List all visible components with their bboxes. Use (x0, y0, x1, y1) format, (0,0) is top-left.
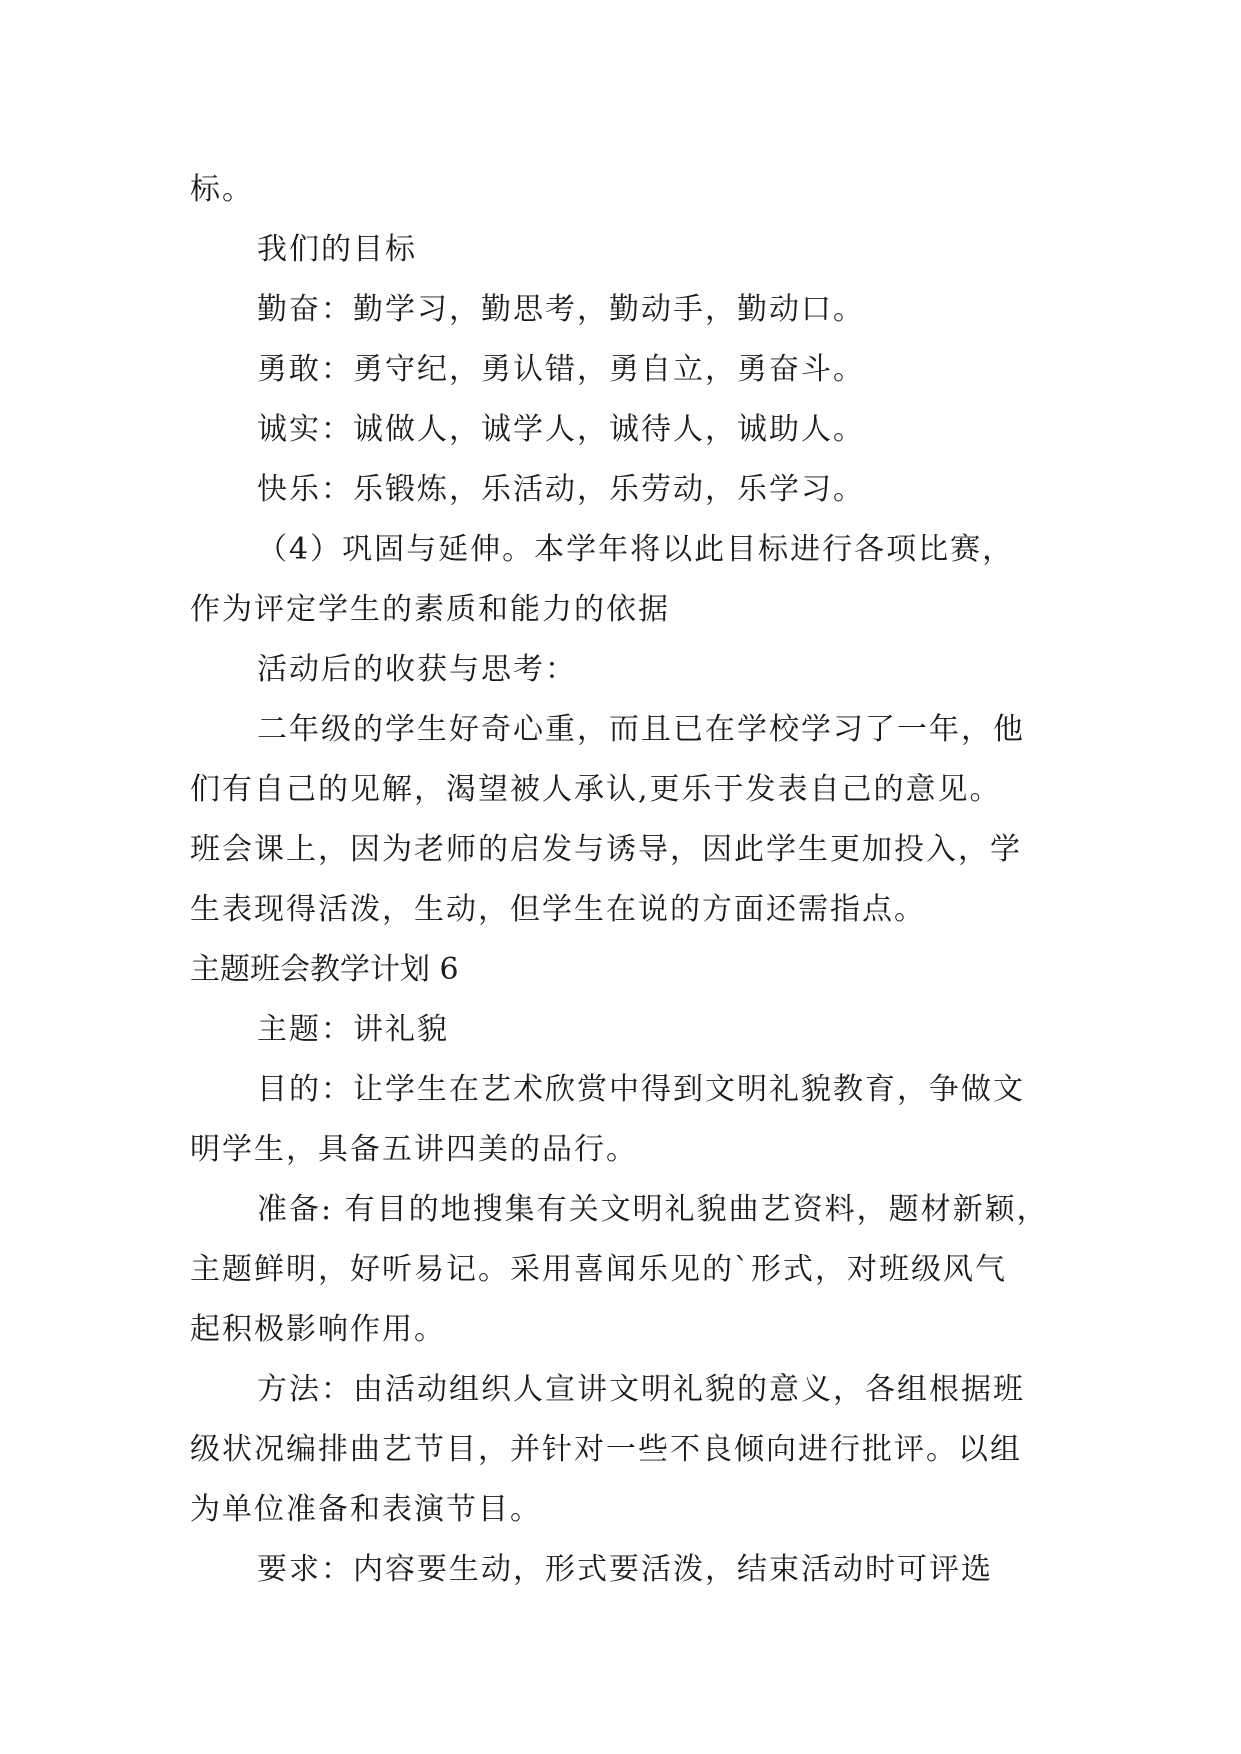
text-line: 为单位准备和表演节目。 (190, 1492, 542, 1527)
text-line: 二年级的学生好奇心重，而且已在学校学习了一年，他 (257, 712, 1025, 747)
text-line: 级状况编排曲艺节目，并针对一些不良倾向进行批评。以组 (190, 1432, 1022, 1467)
text-line: 勇敢：勇守纪，勇认错，勇自立，勇奋斗。 (257, 352, 865, 387)
text-line: 主题：讲礼貌 (257, 1012, 449, 1047)
text-line: 方法：由活动组织人宣讲文明礼貌的意义，各组根据班 (257, 1372, 1025, 1407)
text-line: 作为评定学生的素质和能力的依据 (190, 592, 670, 627)
section-heading: 主题班会教学计划 6 (190, 952, 459, 987)
text-line: 主题鲜明，好听易记。采用喜闻乐见的`形式，对班级风气 (190, 1252, 1007, 1287)
text-line: 标。 (190, 172, 254, 207)
text-line: 班会课上，因为老师的启发与诱导，因此学生更加投入，学 (190, 832, 1022, 867)
text-line: 们有自己的见解，渴望被人承认,更乐于发表自己的意见。 (190, 772, 1002, 807)
text-line: 生表现得活泼，生动，但学生在说的方面还需指点。 (190, 892, 926, 927)
text-line: 起积极影响作用。 (190, 1312, 446, 1347)
text-line: 明学生，具备五讲四美的品行。 (190, 1132, 638, 1167)
text-line: 活动后的收获与思考： (257, 652, 577, 687)
text-line: 勤奋：勤学习，勤思考，勤动手，勤动口。 (257, 292, 865, 327)
text-line: （4）巩固与延伸。本学年将以此目标进行各项比赛， (257, 532, 1015, 567)
text-line: 诚实：诚做人，诚学人，诚待人，诚助人。 (257, 412, 865, 447)
text-line: 我们的目标 (257, 232, 417, 267)
text-line: 要求：内容要生动，形式要活泼，结束活动时可评选 (257, 1552, 993, 1587)
document-body (190, 160, 1050, 1600)
text-line: 目的：让学生在艺术欣赏中得到文明礼貌教育，争做文 (257, 1072, 1025, 1107)
text-line: 准备: 有目的地搜集有关文明礼貌曲艺资料，题材新颖， (257, 1192, 1049, 1227)
text-line: 快乐：乐锻炼，乐活动，乐劳动，乐学习。 (257, 472, 865, 507)
